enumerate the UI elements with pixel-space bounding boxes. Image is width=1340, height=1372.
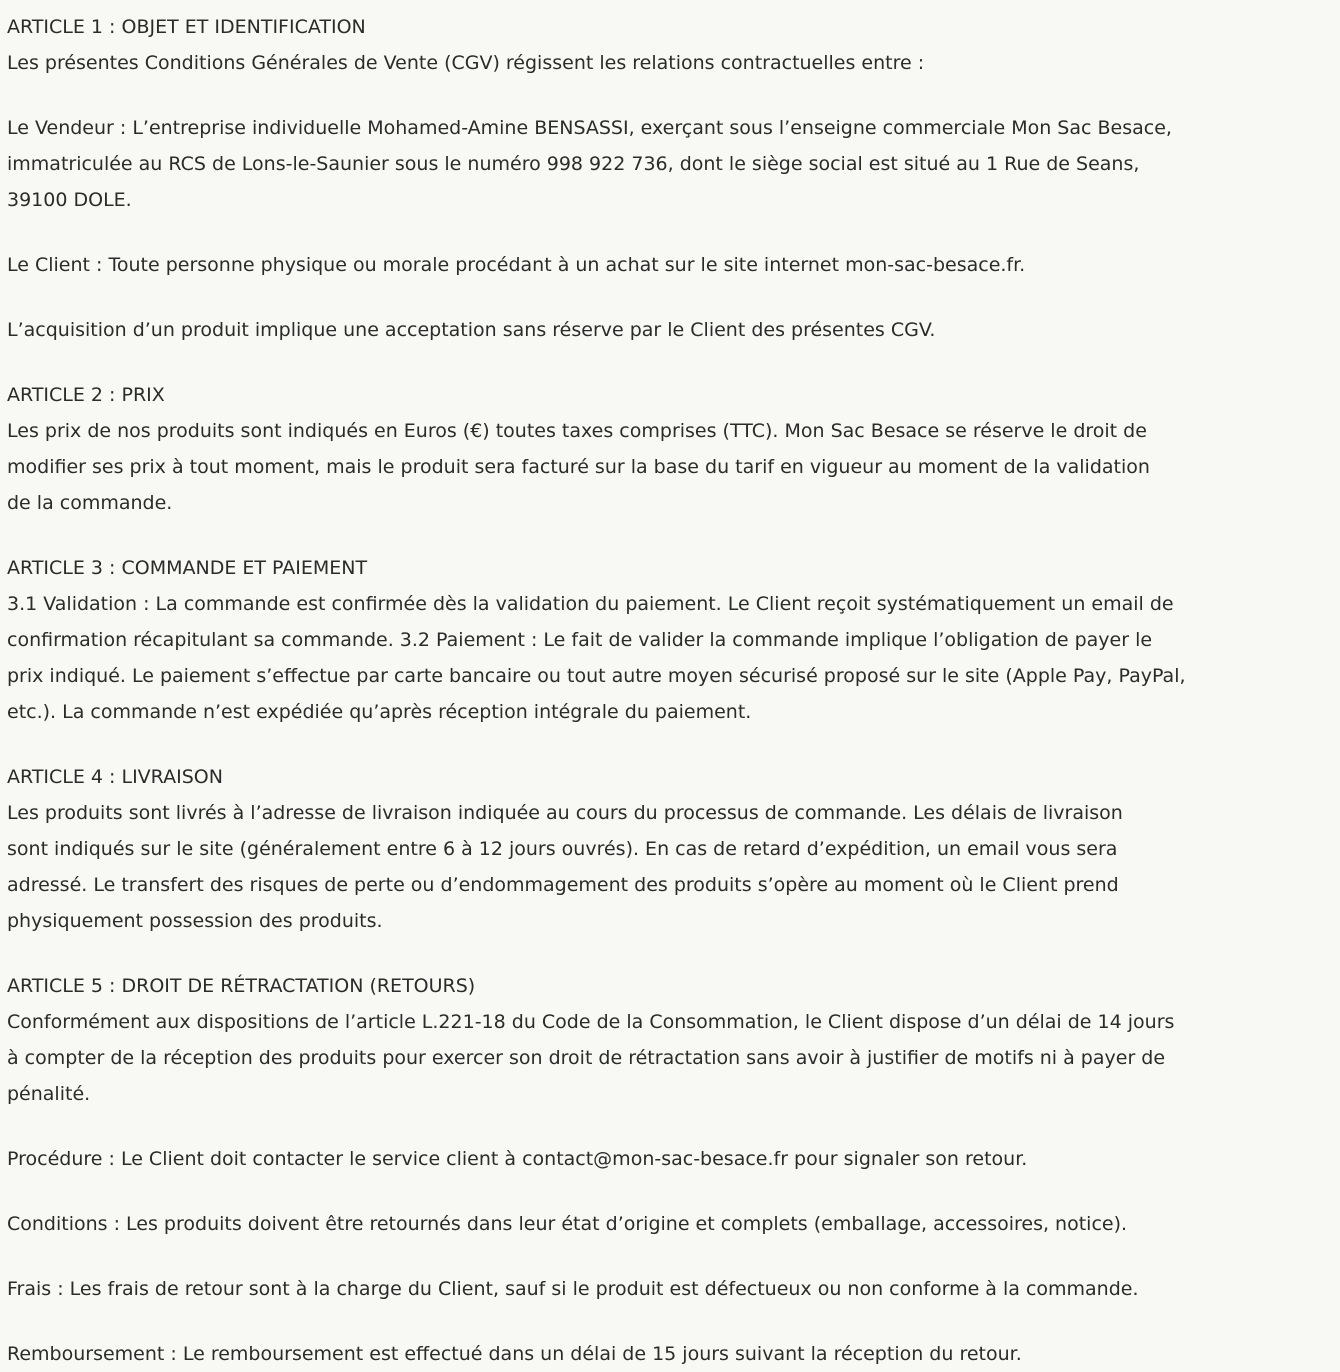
article-4-line: physiquement possession des produits. <box>7 910 383 932</box>
procedure-paragraph: Procédure : Le Client doit contacter le service client à contact@mon-sac-besace.fr pour signaler son retour. <box>7 1148 1028 1170</box>
conditions-paragraph: Conditions : Les produits doivent être retournés dans leur état d’origine et complets (emballage, accessoires, notice). <box>7 1213 1128 1235</box>
article-4-line: Les produits sont livrés à l’adresse de livraison indiquée au cours du processus de commande. Les délais de livraison <box>7 802 1123 824</box>
article-3-line: prix indiqué. Le paiement s’effectue par carte bancaire ou tout autre moyen sécurisé proposé sur le site (Apple Pay, PayPal, <box>7 665 1186 687</box>
article-5-line: Conformément aux dispositions de l’article L.221-18 du Code de la Consommation, le Client dispose d’un délai de 14 jours <box>7 1011 1175 1033</box>
article-5-line: pénalité. <box>7 1083 91 1105</box>
article-4-block <box>7 759 1333 939</box>
article-5-conditions <box>7 1206 1333 1242</box>
article-5-remboursement <box>7 1336 1333 1372</box>
article-4-line: sont indiqués sur le site (généralement entre 6 à 12 jours ouvrés). En cas de retard d’expédition, un email vous sera <box>7 838 1118 860</box>
article-5-frais <box>7 1271 1333 1307</box>
article-3-line: confirmation récapitulant sa commande. 3.2 Paiement : Le fait de valider la commande implique l’obligation de payer le <box>7 629 1153 651</box>
article-1-acceptation <box>7 312 1333 348</box>
article-5-line: à compter de la réception des produits pour exercer son droit de rétractation sans avoir à justifier de motifs ni à payer de <box>7 1047 1166 1069</box>
article-3-line: 3.1 Validation : La commande est confirmée dès la validation du paiement. Le Client reçoit systématiquement un email de <box>7 593 1174 615</box>
article-2-line: modifier ses prix à tout moment, mais le produit sera facturé sur la base du tarif en vigueur au moment de la validation <box>7 456 1150 478</box>
article-3-block <box>7 550 1333 730</box>
article-4-line: adressé. Le transfert des risques de perte ou d’endommagement des produits s’opère au moment où le Client prend <box>7 874 1119 896</box>
article-2-line: Les prix de nos produits sont indiqués en Euros (€) toutes taxes comprises (TTC). Mon Sac Besace se réserve le droit de <box>7 420 1147 442</box>
article-3-heading: ARTICLE 3 : COMMANDE ET PAIEMENT <box>7 557 368 579</box>
article-2-heading: ARTICLE 2 : PRIX <box>7 384 165 406</box>
article-5-heading: ARTICLE 5 : DROIT DE RÉTRACTATION (RETOURS) <box>7 975 476 997</box>
article-2-block <box>7 377 1333 521</box>
article-1-vendeur <box>7 110 1333 218</box>
article-1-client <box>7 247 1333 283</box>
article-1-intro: Les présentes Conditions Générales de Vente (CGV) régissent les relations contractuelles entre : <box>7 52 925 74</box>
remboursement-paragraph: Remboursement : Le remboursement est effectué dans un délai de 15 jours suivant la réception du retour. <box>7 1343 1022 1365</box>
vendeur-line: 39100 DOLE. <box>7 189 132 211</box>
article-5-procedure <box>7 1141 1333 1177</box>
article-3-line: etc.). La commande n’est expédiée qu’après réception intégrale du paiement. <box>7 701 752 723</box>
article-5-block <box>7 968 1333 1112</box>
client-paragraph: Le Client : Toute personne physique ou morale procédant à un achat sur le site internet mon-sac-besace.fr. <box>7 254 1026 276</box>
acceptation-paragraph: L’acquisition d’un produit implique une acceptation sans réserve par le Client des présentes CGV. <box>7 319 936 341</box>
article-2-line: de la commande. <box>7 492 173 514</box>
vendeur-line: Le Vendeur : L’entreprise individuelle Mohamed-Amine BENSASSI, exerçant sous l’enseigne commerciale Mon Sac Besace, <box>7 117 1172 139</box>
article-4-heading: ARTICLE 4 : LIVRAISON <box>7 766 223 788</box>
article-1-intro-block <box>7 9 1333 81</box>
frais-paragraph: Frais : Les frais de retour sont à la charge du Client, sauf si le produit est défectueux ou non conforme à la commande. <box>7 1278 1139 1300</box>
vendeur-line: immatriculée au RCS de Lons-le-Saunier sous le numéro 998 922 736, dont le siège social est situé au 1 Rue de Seans, <box>7 153 1140 175</box>
article-1-heading: ARTICLE 1 : OBJET ET IDENTIFICATION <box>7 16 366 38</box>
